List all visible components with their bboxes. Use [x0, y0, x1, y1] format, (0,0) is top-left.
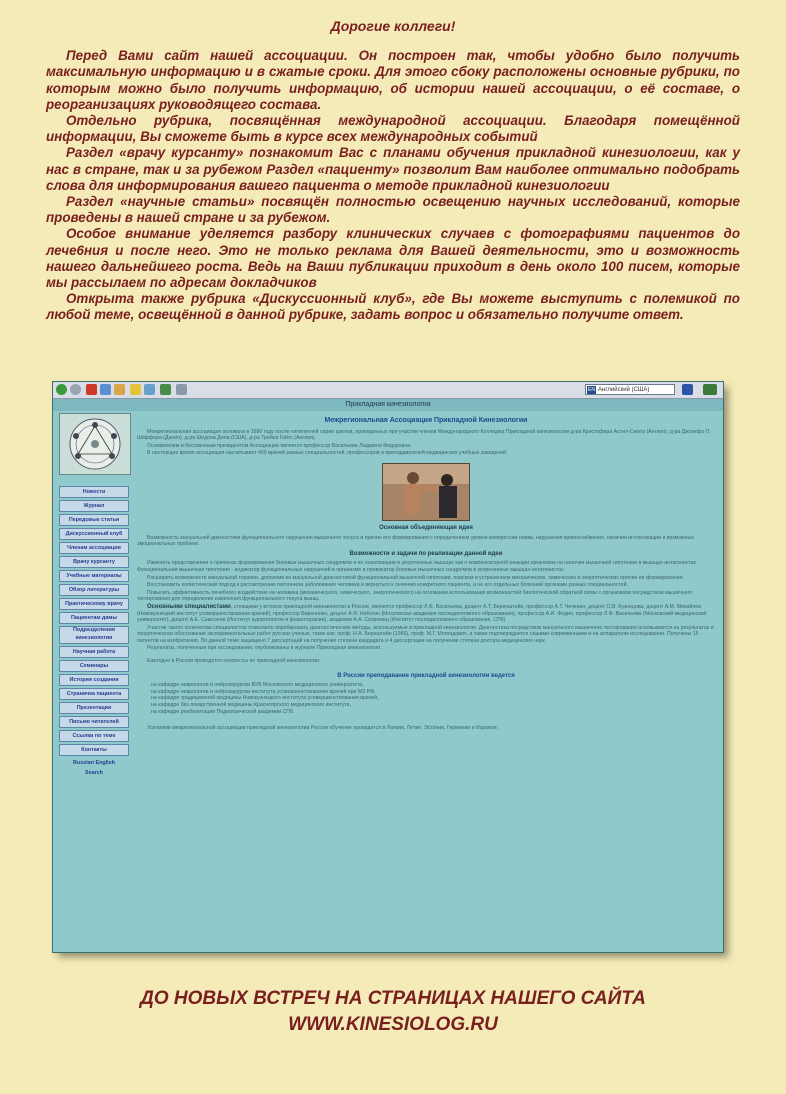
intro-paragraph: Особое внимание уделяется разбору клинических случаев с фотографиями пациентов до лече6ния и после него. Это не только реклама для Вашей деятельности, это и возможность нашего дальнейшего роста. Ведь на Ваши публикации приходит в день около 100 писем, которые мы рассылаем по адресам докладчиков	[46, 226, 740, 291]
specialists-text: , стоящими у истоков прикладной кинезиологии в России, являются профессор Л.Ф. Васильева, доцент А.Т. Беренштейн, профессор А.Т. Чеченин, доцент О.В. Кузнецова, доцент А.М. Михайлов (Новокузнецкий институт усовершенствования врачей), профессор Бареннико, доцент А.И. Небогин (Московская академия последипломного образования), профессор А.И. Федин, профессор Л.Ф. Васильева (Московский медицинский университет), доцент А.Е. Самсонов (Институт курортологии и физиотерапии), академик А.А. Скоромец (Институт последипломного образования, СПб).	[137, 603, 707, 624]
nav-item[interactable]: Практическому врачу	[59, 598, 129, 610]
nav-item[interactable]: Контакты	[59, 744, 129, 756]
browser-toolbar	[53, 382, 723, 399]
teaching-list	[137, 682, 715, 715]
nav-item[interactable]: Страничка пациента	[59, 688, 129, 700]
refresh-icon[interactable]	[100, 384, 111, 395]
nav-item[interactable]: Ссылки по теме	[59, 730, 129, 742]
intro-paragraph: Отдельно рубрика, посвящённая международной ассоциации. Благодаря помещённой информации, Вы сможете быть в курсе всех международных событий	[46, 113, 740, 145]
specialists-paragraph	[137, 604, 715, 624]
help-icon[interactable]	[682, 384, 693, 395]
list-item: на кафедре традиционной медицины Новокузнецкого института усовершенствования врачей,	[151, 695, 379, 702]
intro-paragraph: Раздел «врачу курсанту» познакомит Вас с планами обучения прикладной кинезиологии, как у нас в стране, так и за рубежом Раздел «пациенту» позволит Вам наиболее оптимально подобрать слова для информирования вашего пациента о методе прикладной кинезиологии	[46, 145, 740, 193]
list-item: на кафедре реабилитации Педиатрической академии СПб.	[151, 708, 295, 715]
back-icon[interactable]	[56, 384, 67, 395]
list-item: на кафедре неврологии и нейрохирургии ВУВ Московского медицинского университета,	[151, 682, 364, 689]
content-paragraph: Возможность мануальной диагностики функционального нарушения мышечного тонуса и причин его формирования с определением уровня компрессии нерва, нарушения кровоснабжения, наличия интоксикации и возможных эмоциональных проблем.	[137, 534, 694, 548]
intro-heading: Дорогие коллеги!	[330, 18, 456, 34]
website-screenshot	[52, 381, 724, 953]
intro-paragraph: Открыта также рубрика «Дискуссионный клуб», где Вы можете выступить с полемикой по любой теме, освещённой в данной рубрике, задать вопрос и обязательно получите ответ.	[46, 291, 740, 323]
intro-paragraph: Раздел «научные статьи» посвящён полностью освещению научных исследований, которые проведены в нашей стране и за рубежом.	[46, 194, 740, 226]
website-url[interactable]: WWW.KINESIOLOG.RU	[288, 1014, 498, 1035]
nav-item[interactable]: Презентации	[59, 702, 129, 714]
print-icon[interactable]	[176, 384, 187, 395]
nav-item[interactable]: Семинары	[59, 660, 129, 672]
nav-item[interactable]: Письмо читателей	[59, 716, 129, 728]
nav-item[interactable]: Новости	[59, 486, 129, 498]
closing-line-1: ДО НОВЫХ ВСТРЕЧ НА СТРАНИЦАХ НАШЕГО САЙТА	[140, 988, 646, 1009]
nav-item[interactable]: Врачу курсанту	[59, 556, 129, 568]
history-icon[interactable]	[144, 384, 155, 395]
association-logo[interactable]	[59, 413, 131, 475]
content-paragraph: Изменить представления о причинах формирования болевых мышечных синдромов и их локализации в укороченных мышцах как о компенсаторной реакции организма на наличие мышечной гипотонии в мышцах-антагонистах. Функциональная мышечная гипотония - индикатор функциональных нарушений в организме и провокатор болевых мышечных синдромов в укороченных мышцах-антагонистах.	[137, 560, 698, 573]
nav-item[interactable]: Членам ассоциации	[59, 542, 129, 554]
nav-item[interactable]: Учебные материалы	[59, 570, 129, 582]
nav-item[interactable]: Научная работа	[59, 646, 129, 658]
windows-logo-icon	[703, 384, 717, 395]
forward-icon[interactable]	[70, 384, 81, 395]
list-item: на кафедре без лекарственной медицины Красноярского медицинского института,	[151, 702, 351, 709]
mail-icon[interactable]	[160, 384, 171, 395]
content-heading: Межрегиональная Ассоциация Прикладной Кинезиологии	[324, 417, 528, 424]
list-item: на кафедре неврологии и нейрохирургии института усовершенствования врачей при МЗ РФ,	[151, 688, 376, 695]
page-title: Прикладная кинезиология	[53, 399, 723, 411]
content-paragraph: Ежегодно в России проводятся конгрессы по прикладной кинезиологии.	[147, 658, 321, 665]
language-links[interactable]: Russian English	[73, 760, 115, 766]
nav-item[interactable]: Передовые статьи	[59, 514, 129, 526]
nav-item[interactable]: Журнал	[59, 500, 129, 512]
content-paragraph: Результаты, полученные при исследовании, опубликованы в журнале Прикладная кинезиология.	[147, 645, 382, 652]
demo-photo	[382, 463, 470, 521]
content-paragraph: Расширить возможности мануальной терапии, дополнив ее мануальной диагностикой функциональной мышечной гипотонии, поиском и устранением механических, химических и энергетических причин ее формирования.	[147, 574, 684, 581]
content-paragraph: Повысить эффективность лечебного воздействия на человека (механического, химического, энергетического) на основании использования возможностей биологической обратной связи с организмом посредством мышечного тестирования для определения изменения функционального тонуса мышц.	[137, 589, 693, 603]
language-name: Английский (США)	[598, 387, 650, 393]
content-paragraph: Межрегиональная ассоциация основана в 1990 году после пятилетней серии циклов, проведенных при участии членов Международного Колледжа Прикладной кинезиологии д-ра Кристофера Астил-Смита (Англия), д-ра Джозефа П. Шиффера (Дания), д-ра Шедона Дила (США), д-ра Трейси Гейтс (Англия).	[137, 428, 711, 442]
language-bar[interactable]	[585, 384, 675, 395]
intro-paragraph: Перед Вами сайт нашей ассоциации. Он построен так, чтобы удобно было получить максимальную информацию и в сжатые сроки. Для этого сбоку расположены основные рубрики, по которым можно было получить информацию, об истории нашей ассоциации, о её составе, о реорганизациях руководящего состава.	[46, 48, 740, 112]
main-content	[137, 416, 715, 733]
content-paragraph: Восстановить холистический подход к рассмотрению патогенеза заболевания человека и вернуться к лечению конкретного пациента, а не его отдельных болезней органами разных специальностей.	[147, 582, 628, 589]
tasks-heading: Возможности и задачи по реализации данной идеи	[349, 550, 503, 557]
content-paragraph: Основателем и бессменным президентом Ассоциации является профессор Васильева Людмила Федоровна.	[147, 442, 412, 449]
nav-item[interactable]: Подразделения кинезиологии	[59, 626, 129, 644]
favorites-icon[interactable]	[130, 384, 141, 395]
content-paragraph: Участие такого количества специалистов позволило апробировать диагностические методы, используемые в прикладной кинезиологии. Диагностика посредством мануального мышечного тестирования основывается на результатах и теоретическом обосновании экспериментальных работ русских ученых, таких как: проф. Н.А. Бернштейн (1966), проф. М.Г. Могендович, а также подтверждается нашими современными и на аппаратном исследовании. Получены 15 патентов на изобретения. По данной теме защищено 7 диссертаций на получение степени кандидата и 4 диссертации на получение степени доктора медицинских наук.	[137, 624, 714, 644]
search-link[interactable]: Search	[85, 770, 103, 776]
sidebar-nav	[59, 486, 129, 776]
content-paragraph: В настоящее время ассоциация насчитывает 400 врачей разных специальностей, профессоров и преподавателей медицинских учебных заведений.	[147, 450, 508, 457]
intro-text	[46, 18, 740, 324]
nav-item[interactable]: История создания	[59, 674, 129, 686]
teaching-heading: В России преподавание прикладной кинезиологии ведется	[337, 672, 515, 679]
language-indicator: EN	[588, 387, 595, 393]
stop-icon[interactable]	[86, 384, 97, 395]
photo-caption: Основная объединяющая идея	[379, 524, 473, 531]
home-icon[interactable]	[114, 384, 125, 395]
nav-item[interactable]: Пациентам дамы	[59, 612, 129, 624]
nav-item[interactable]: Обзор литературы	[59, 584, 129, 596]
specialists-label: Основными специалистами	[147, 603, 231, 610]
nav-item[interactable]: Дискуссионный клуб	[59, 528, 129, 540]
content-paragraph: Усилиями межрегиональной ассоциации прикладной кинезиологии России обучение проводится в Латвии, Литве, Эстонии, Германии и Израиле.	[147, 725, 499, 732]
